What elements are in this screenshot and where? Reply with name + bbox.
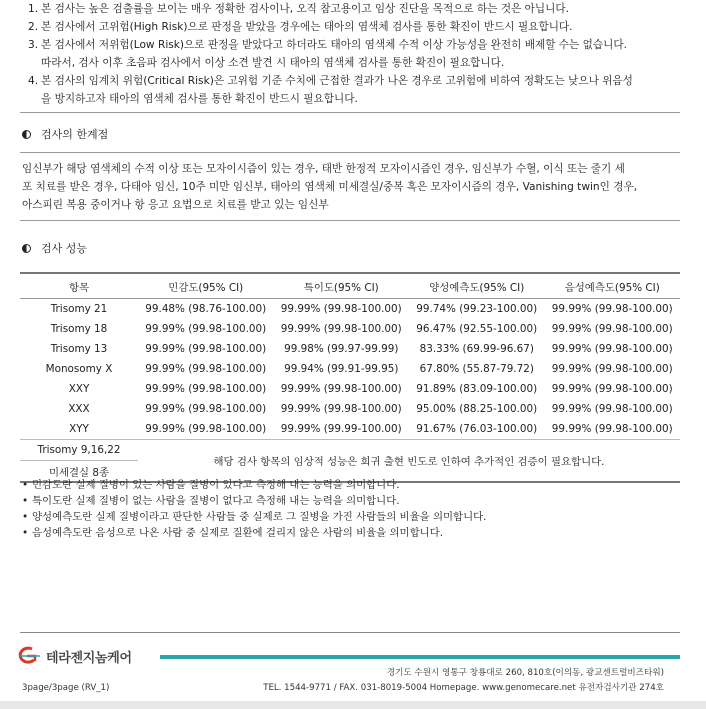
- header-ppv: 양성예측도(95% CI): [409, 273, 545, 299]
- row-label: XXX: [68, 403, 90, 415]
- table-row-extra: [20, 440, 680, 461]
- definition-text: 민감도란 실제 질병이 있는 사람을 질병이 있다고 측정해 내는 능력을 의미합니다.: [32, 479, 400, 491]
- header-item: 항목: [20, 273, 138, 299]
- cell-specificity: 99.94% (99.91-99.95): [284, 363, 399, 375]
- cell-ppv: 95.00% (88.25-100.00): [416, 403, 538, 415]
- page-indicator: 3page/3page (RV_1): [22, 683, 110, 693]
- list-item: • 음성예측도란 음성으로 나온 사람 중 실제로 질환에 걸리지 않은 사람의 비율을 의미합니다.: [22, 527, 444, 539]
- cell-ppv: 67.80% (55.87-79.72): [419, 363, 534, 375]
- performance-heading: [22, 240, 87, 256]
- note-item-1: [28, 0, 678, 18]
- cell-specificity: 99.99% (99.98-100.00): [280, 323, 402, 335]
- note-line: 따라서, 검사 이후 초음파 검사에서 이상 소견 발견 시 태아의 염색체 검사를 통한 확진이 필요합니다.: [41, 57, 505, 69]
- row-label: Trisomy 13: [50, 343, 108, 355]
- note-item-4: [28, 72, 678, 108]
- note-line: 본 검사에서 저위험(Low Risk)으로 판정을 받았다고 하더라도 태아의 염색체 수적 이상 가능성을 완전히 배제할 수는 없습니다.: [41, 39, 627, 51]
- cell-ppv: 91.67% (76.03-100.00): [409, 419, 545, 440]
- note-line: 본 검사는 높은 검출률을 보이는 매우 정확한 검사이나, 오직 참고용이고 임상 진단을 목적으로 하는 것은 아닙니다.: [41, 3, 569, 15]
- logo-g-icon: [16, 646, 42, 666]
- note-number: 2.: [28, 21, 39, 33]
- table-row: [20, 339, 680, 359]
- row-label-microdeletion: 미세결실 8종: [20, 461, 138, 483]
- limitations-line: 포 치료를 받은 경우, 다태아 임신, 10주 미만 임신부, 태아의 염색체 미세결실/중복 혹은 모자이시즘의 경우, Vanishing twin인 경우,: [22, 181, 638, 193]
- cell-sensitivity: 99.99% (99.98-100.00): [145, 323, 267, 335]
- note-line: 본 검사에서 고위험(High Risk)으로 판정을 받았을 경우에는 태아의 염색체 검사를 통한 확진이 반드시 필요합니다.: [41, 21, 573, 33]
- header-npv: 음성예측도(95% CI): [545, 273, 681, 299]
- table-row: [20, 319, 680, 339]
- cell-sensitivity: 99.99% (99.98-100.00): [145, 343, 267, 355]
- divider: [20, 112, 680, 113]
- performance-title: 검사 성능: [41, 242, 88, 255]
- list-item: • 양성예측도란 실제 질병이라고 판단한 사람들 중 실제로 그 질병을 가진 사람들의 비율을 의미합니다.: [22, 511, 487, 523]
- half-circle-icon: [22, 244, 31, 253]
- limitations-line: 아스피린 복용 중이거나 항 응고 요법으로 치료를 받고 있는 임신부: [22, 199, 329, 211]
- table-row: [20, 299, 680, 320]
- company-logo: [16, 646, 132, 666]
- definitions-list: [22, 477, 486, 541]
- cell-specificity: 99.99% (99.98-100.00): [280, 403, 402, 415]
- note-item-3: [28, 36, 678, 72]
- cell-ppv: 91.89% (83.09-100.00): [416, 383, 538, 395]
- cell-specificity: 99.99% (99.98-100.00): [280, 383, 402, 395]
- divider: [20, 220, 680, 221]
- cell-sensitivity: 99.99% (99.98-100.00): [145, 383, 267, 395]
- half-circle-icon: [22, 130, 31, 139]
- limitations-heading: [22, 126, 108, 142]
- bottom-strip: [0, 701, 706, 709]
- row-label: XYY: [20, 419, 138, 440]
- table-row: [20, 359, 680, 379]
- note-item-2: [28, 18, 678, 36]
- header-sensitivity: 민감도(95% CI): [138, 273, 274, 299]
- footer-divider: [20, 632, 680, 633]
- row-label: Trisomy 21: [50, 303, 108, 315]
- cell-ppv: 99.74% (99.23-100.00): [416, 303, 538, 315]
- notes-list: [28, 0, 678, 108]
- cell-sensitivity: 99.99% (99.98-100.00): [145, 363, 267, 375]
- definition-text: 양성예측도란 실제 질병이라고 판단한 사람들 중 실제로 그 질병을 가진 사람들의 비율을 의미합니다.: [32, 511, 487, 523]
- cell-ppv: 83.33% (69.99-96.67): [419, 343, 534, 355]
- list-item: • 특이도란 실제 질병이 없는 사람을 질병이 없다고 측정해 내는 능력을 의미합니다.: [22, 495, 400, 507]
- cell-npv: 99.99% (99.98-100.00): [551, 403, 673, 415]
- limitations-line: 임신부가 해당 염색체의 수적 이상 또는 모자이시즘이 있는 경우, 태반 한정적 모자이시즘인 경우, 임신부가 수혈, 이식 또는 줄기 세: [22, 163, 625, 175]
- cell-npv: 99.99% (99.98-100.00): [551, 323, 673, 335]
- note-number: 1.: [28, 3, 39, 15]
- cell-npv: 99.99% (99.98-100.00): [551, 363, 673, 375]
- cell-npv: 99.99% (99.98-100.00): [551, 343, 673, 355]
- table-header-row: [20, 273, 680, 299]
- limitations-text: [22, 160, 680, 214]
- definition-text: 음성예측도란 음성으로 나온 사람 중 실제로 질환에 걸리지 않은 사람의 비율을 의미합니다.: [32, 527, 444, 539]
- performance-table: [20, 272, 680, 483]
- cell-specificity: 99.99% (99.99-100.00): [274, 419, 410, 440]
- extra-note: 해당 검사 항목의 임상적 성능은 희귀 출현 빈도로 인하여 추가적인 검증이 필요합니다.: [138, 440, 680, 483]
- row-label: XXY: [68, 383, 90, 395]
- note-number: 3.: [28, 39, 39, 51]
- logo-text: 테라젠지놈케어: [46, 650, 132, 666]
- header-specificity: 특이도(95% CI): [274, 273, 410, 299]
- cell-ppv: 96.47% (92.55-100.00): [416, 323, 538, 335]
- cell-npv: 99.99% (99.98-100.00): [551, 303, 673, 315]
- cell-sensitivity: 99.99% (99.98-100.00): [145, 403, 267, 415]
- company-contact: TEL. 1544-9771 / FAX. 031-8019-5004 Homepage. www.genomecare.net 유전자검사기관 274호: [263, 683, 664, 693]
- note-line: 을 방지하고자 태아의 염색체 검사를 통한 확진이 반드시 필요합니다.: [41, 93, 358, 105]
- cell-npv: 99.99% (99.98-100.00): [545, 419, 681, 440]
- accent-bar: [160, 655, 680, 659]
- table-row: [20, 379, 680, 399]
- row-label-trisomy-extra: Trisomy 9,16,22: [20, 440, 138, 461]
- cell-npv: 99.99% (99.98-100.00): [551, 383, 673, 395]
- divider: [20, 152, 680, 153]
- row-label: Trisomy 18: [50, 323, 108, 335]
- table-row: [20, 399, 680, 419]
- note-number: 4.: [28, 75, 39, 87]
- company-address: 경기도 수원시 영통구 창룡대로 260, 810호(이의동, 광교센트럴비즈타워): [386, 668, 664, 678]
- cell-sensitivity: 99.48% (98.76-100.00): [145, 303, 267, 315]
- note-line: 본 검사의 임계치 위험(Critical Risk)은 고위험 기준 수치에 근접한 결과가 나온 경우로 고위험에 비하여 정확도는 낮으나 위음성: [41, 75, 633, 87]
- table-row: [20, 419, 680, 440]
- cell-specificity: 99.98% (99.97-99.99): [284, 343, 399, 355]
- list-item: • 민감도란 실제 질병이 있는 사람을 질병이 있다고 측정해 내는 능력을 의미합니다.: [22, 479, 400, 491]
- cell-specificity: 99.99% (99.98-100.00): [280, 303, 402, 315]
- row-label: Monosomy X: [45, 363, 113, 375]
- cell-sensitivity: 99.99% (99.98-100.00): [138, 419, 274, 440]
- limitations-title: 검사의 한계점: [41, 128, 109, 141]
- definition-text: 특이도란 실제 질병이 없는 사람을 질병이 없다고 측정해 내는 능력을 의미합니다.: [32, 495, 400, 507]
